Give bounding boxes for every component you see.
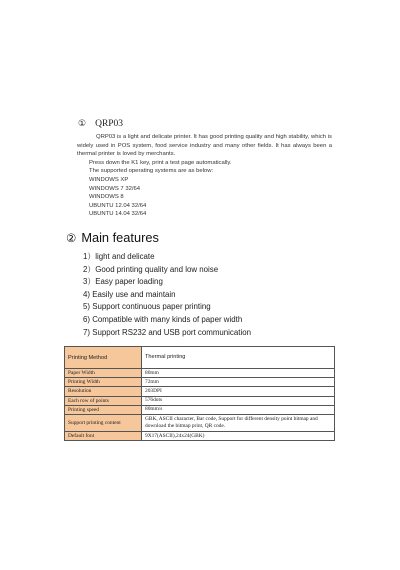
table-row: [65, 387, 335, 396]
intro-paragraph: QRP03 is a light and delicate printer. It has good printing quality and high stability, which is widely used in POS system, food service industry and many other fields. It has always been a thermal printer is loved by merchants.: [77, 134, 332, 158]
intro-heading-number: ①: [78, 119, 87, 129]
feature-item: 7) Support RS232 and USB port communication: [83, 327, 251, 337]
feature-item: 2）Good printing quality and low noise: [83, 264, 219, 274]
spec-key: Printing Width: [65, 378, 142, 387]
os-item: WINDOWS 7 32/64: [89, 185, 141, 192]
feature-item: 1）light and delicate: [83, 252, 155, 261]
spec-value: 80mm/s: [142, 405, 335, 414]
table-row: [65, 405, 335, 414]
table-row: [65, 347, 335, 369]
os-item: UBUNTU 12.04 32/64: [89, 202, 147, 209]
feature-item: 5) Support continuous paper printing: [83, 302, 211, 312]
spec-table: [64, 346, 335, 441]
spec-value: 203DPI: [142, 387, 335, 396]
spec-key: Resolution: [65, 387, 142, 396]
feature-item: 4) Easily use and maintain: [83, 289, 176, 299]
features-heading-number: ②: [66, 231, 77, 245]
os-item: WINDOWS XP: [89, 176, 129, 183]
spec-value: 576dots: [142, 396, 335, 405]
spec-key: Paper Width: [65, 369, 142, 378]
spec-key: Default font: [65, 431, 142, 440]
features-heading-title: Main features: [81, 230, 159, 245]
table-row: [65, 431, 335, 440]
spec-key: Each row of points: [65, 396, 142, 405]
spec-value: 9X17(ASCII),24x24(GBK): [142, 431, 335, 440]
spec-value: Thermal printing: [142, 347, 335, 369]
spec-key: Support printing content: [65, 414, 142, 431]
intro-heading-title: QRP03: [95, 119, 124, 129]
features-list: [83, 251, 251, 339]
intro-text: [77, 133, 332, 219]
feature-item: 3）Easy paper loading: [83, 277, 163, 287]
table-row: [65, 369, 335, 378]
spec-value: GBK, ASCII character, Bar code, Support for different density point bitmap and download the bitmap print, QR code.: [142, 414, 335, 431]
spec-value: 80mm: [142, 369, 335, 378]
table-row: [65, 414, 335, 431]
table-row: [65, 378, 335, 387]
feature-item: 6) Compatible with many kinds of paper width: [83, 314, 243, 324]
os-item: UBUNTU 14.04 32/64: [89, 211, 147, 218]
intro-heading: [78, 119, 123, 129]
features-heading: [66, 230, 159, 245]
spec-value: 72mm: [142, 378, 335, 387]
spec-key: Printing Method: [65, 347, 142, 369]
intro-line: Press down the K1 key, print a test page automatically.: [89, 159, 232, 166]
spec-key: Printing speed: [65, 405, 142, 414]
intro-line: The supported operating systems are as below:: [89, 168, 214, 175]
table-row: [65, 396, 335, 405]
os-item: WINDOWS 8: [89, 194, 124, 201]
